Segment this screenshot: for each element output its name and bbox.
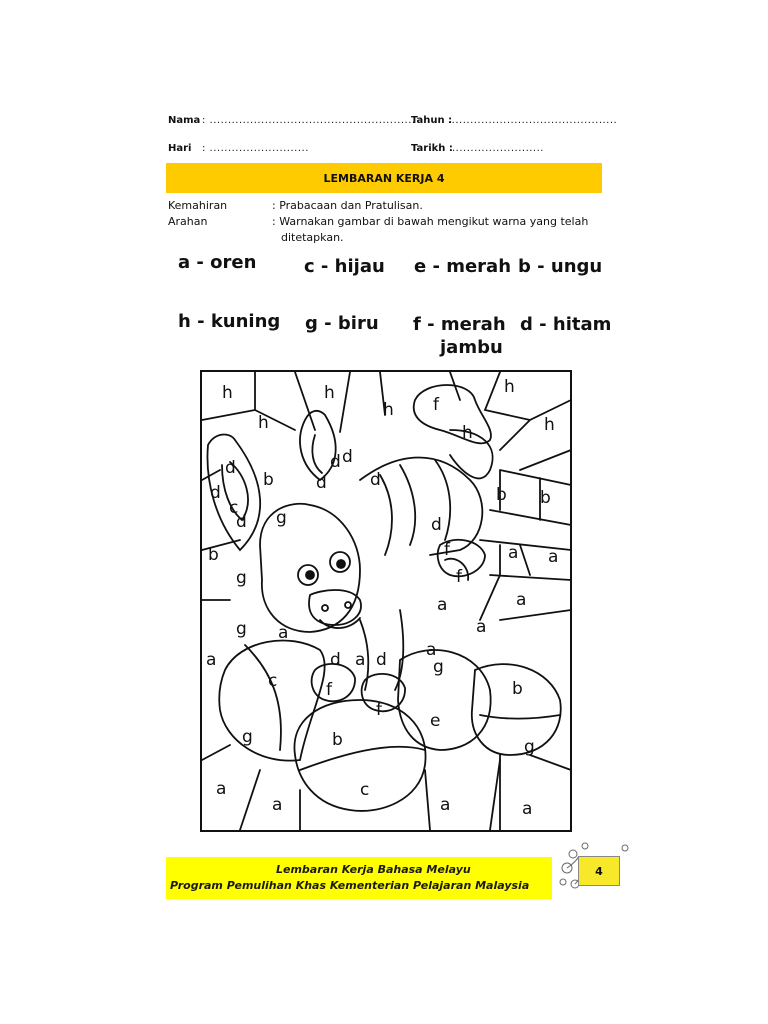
tarikh-field[interactable]: ......................... [452,143,544,154]
key-a: a - oren [178,252,257,273]
picture-letter: h [383,400,394,420]
tahun-label: Tahun : [411,115,453,126]
arahan-value-2: ditetapkan. [281,231,344,244]
key-e: e - merah [414,256,512,277]
picture-letter: h [544,415,555,435]
picture-letter: d [342,447,353,467]
picture-letter: b [540,488,551,508]
key-d: d - hitam [520,314,612,335]
picture-letter: e [430,711,441,731]
arahan-label: Arahan [168,215,208,228]
picture-letter: d [431,515,442,535]
picture-letter: a [426,640,437,660]
page-number: 4 [595,864,603,878]
picture-letter: b [496,485,507,505]
picture-letter: a [548,547,559,567]
picture-letter: a [272,795,283,815]
picture-letter: a [508,543,519,563]
picture-letter: g [236,619,247,639]
picture-letter: g [276,508,287,528]
key-f-cont: jambu [440,337,503,358]
picture-letter: b [208,545,219,565]
page-number-badge [578,856,620,886]
picture-letter: b [512,679,523,699]
picture-letter: d [210,483,221,503]
arahan-value-1: : Warnakan gambar di bawah mengikut warna yang telah [272,215,589,228]
key-g: g - biru [305,313,379,334]
picture-letter: d [376,650,387,670]
worksheet-title-banner [166,163,602,193]
picture-letter: d [236,512,247,532]
picture-letter: g [433,657,444,677]
kemahiran-label: Kemahiran [168,199,228,212]
picture-letter: c [268,671,278,691]
picture-letter: a [516,590,527,610]
picture-letter: c [229,498,239,518]
picture-letter: f [444,540,450,560]
picture-letter: b [332,730,343,750]
picture-letter: g [236,568,247,588]
picture-letter: h [258,413,269,433]
picture-letter: a [476,617,487,637]
key-h: h - kuning [178,311,281,332]
picture-letter: g [524,737,535,757]
picture-letter: f [433,395,439,415]
key-c: c - hijau [304,256,385,277]
footer-banner [166,857,552,899]
picture-letter: f [376,700,382,720]
hari-label: Hari [168,143,192,154]
picture-letter: a [278,623,289,643]
picture-letter: d [370,470,381,490]
picture-letter: b [263,470,274,490]
picture-letter: a [522,799,533,819]
picture-letter: d [225,458,236,478]
nama-field[interactable]: : ........................................................ [202,115,416,126]
picture-letter: a [206,650,217,670]
tarikh-label: Tarikh : [411,143,453,154]
picture-letter: f [326,680,332,700]
picture-letter: a [216,779,227,799]
picture-letter: d [330,650,341,670]
picture-letter: f [456,567,462,587]
worksheet-title: LEMBARAN KERJA 4 [323,171,445,185]
picture-letter: c [360,780,370,800]
picture-letter: h [324,383,335,403]
picture-letter: h [462,423,473,443]
hari-field[interactable]: : ........................... [202,143,309,154]
picture-letter: h [504,377,515,397]
key-b: b - ungu [518,256,603,277]
colouring-picture[interactable] [200,370,572,832]
picture-letter: d [330,452,341,472]
footer-line-1: Lembaran Kerja Bahasa Melayu [276,863,471,876]
picture-letter: d [316,473,327,493]
key-f: f - merah [413,314,506,335]
footer-line-2: Program Pemulihan Khas Kementerian Pelajaran Malaysia [170,879,530,892]
kemahiran-value: : Prabacaan dan Pratulisan. [272,199,423,212]
picture-letter: h [222,383,233,403]
picture-letter: a [437,595,448,615]
tahun-field[interactable]: .............................................. [448,115,618,126]
nama-label: Nama [168,115,201,126]
picture-letter: a [440,795,451,815]
picture-letter: a [355,650,366,670]
picture-letter: g [242,727,253,747]
